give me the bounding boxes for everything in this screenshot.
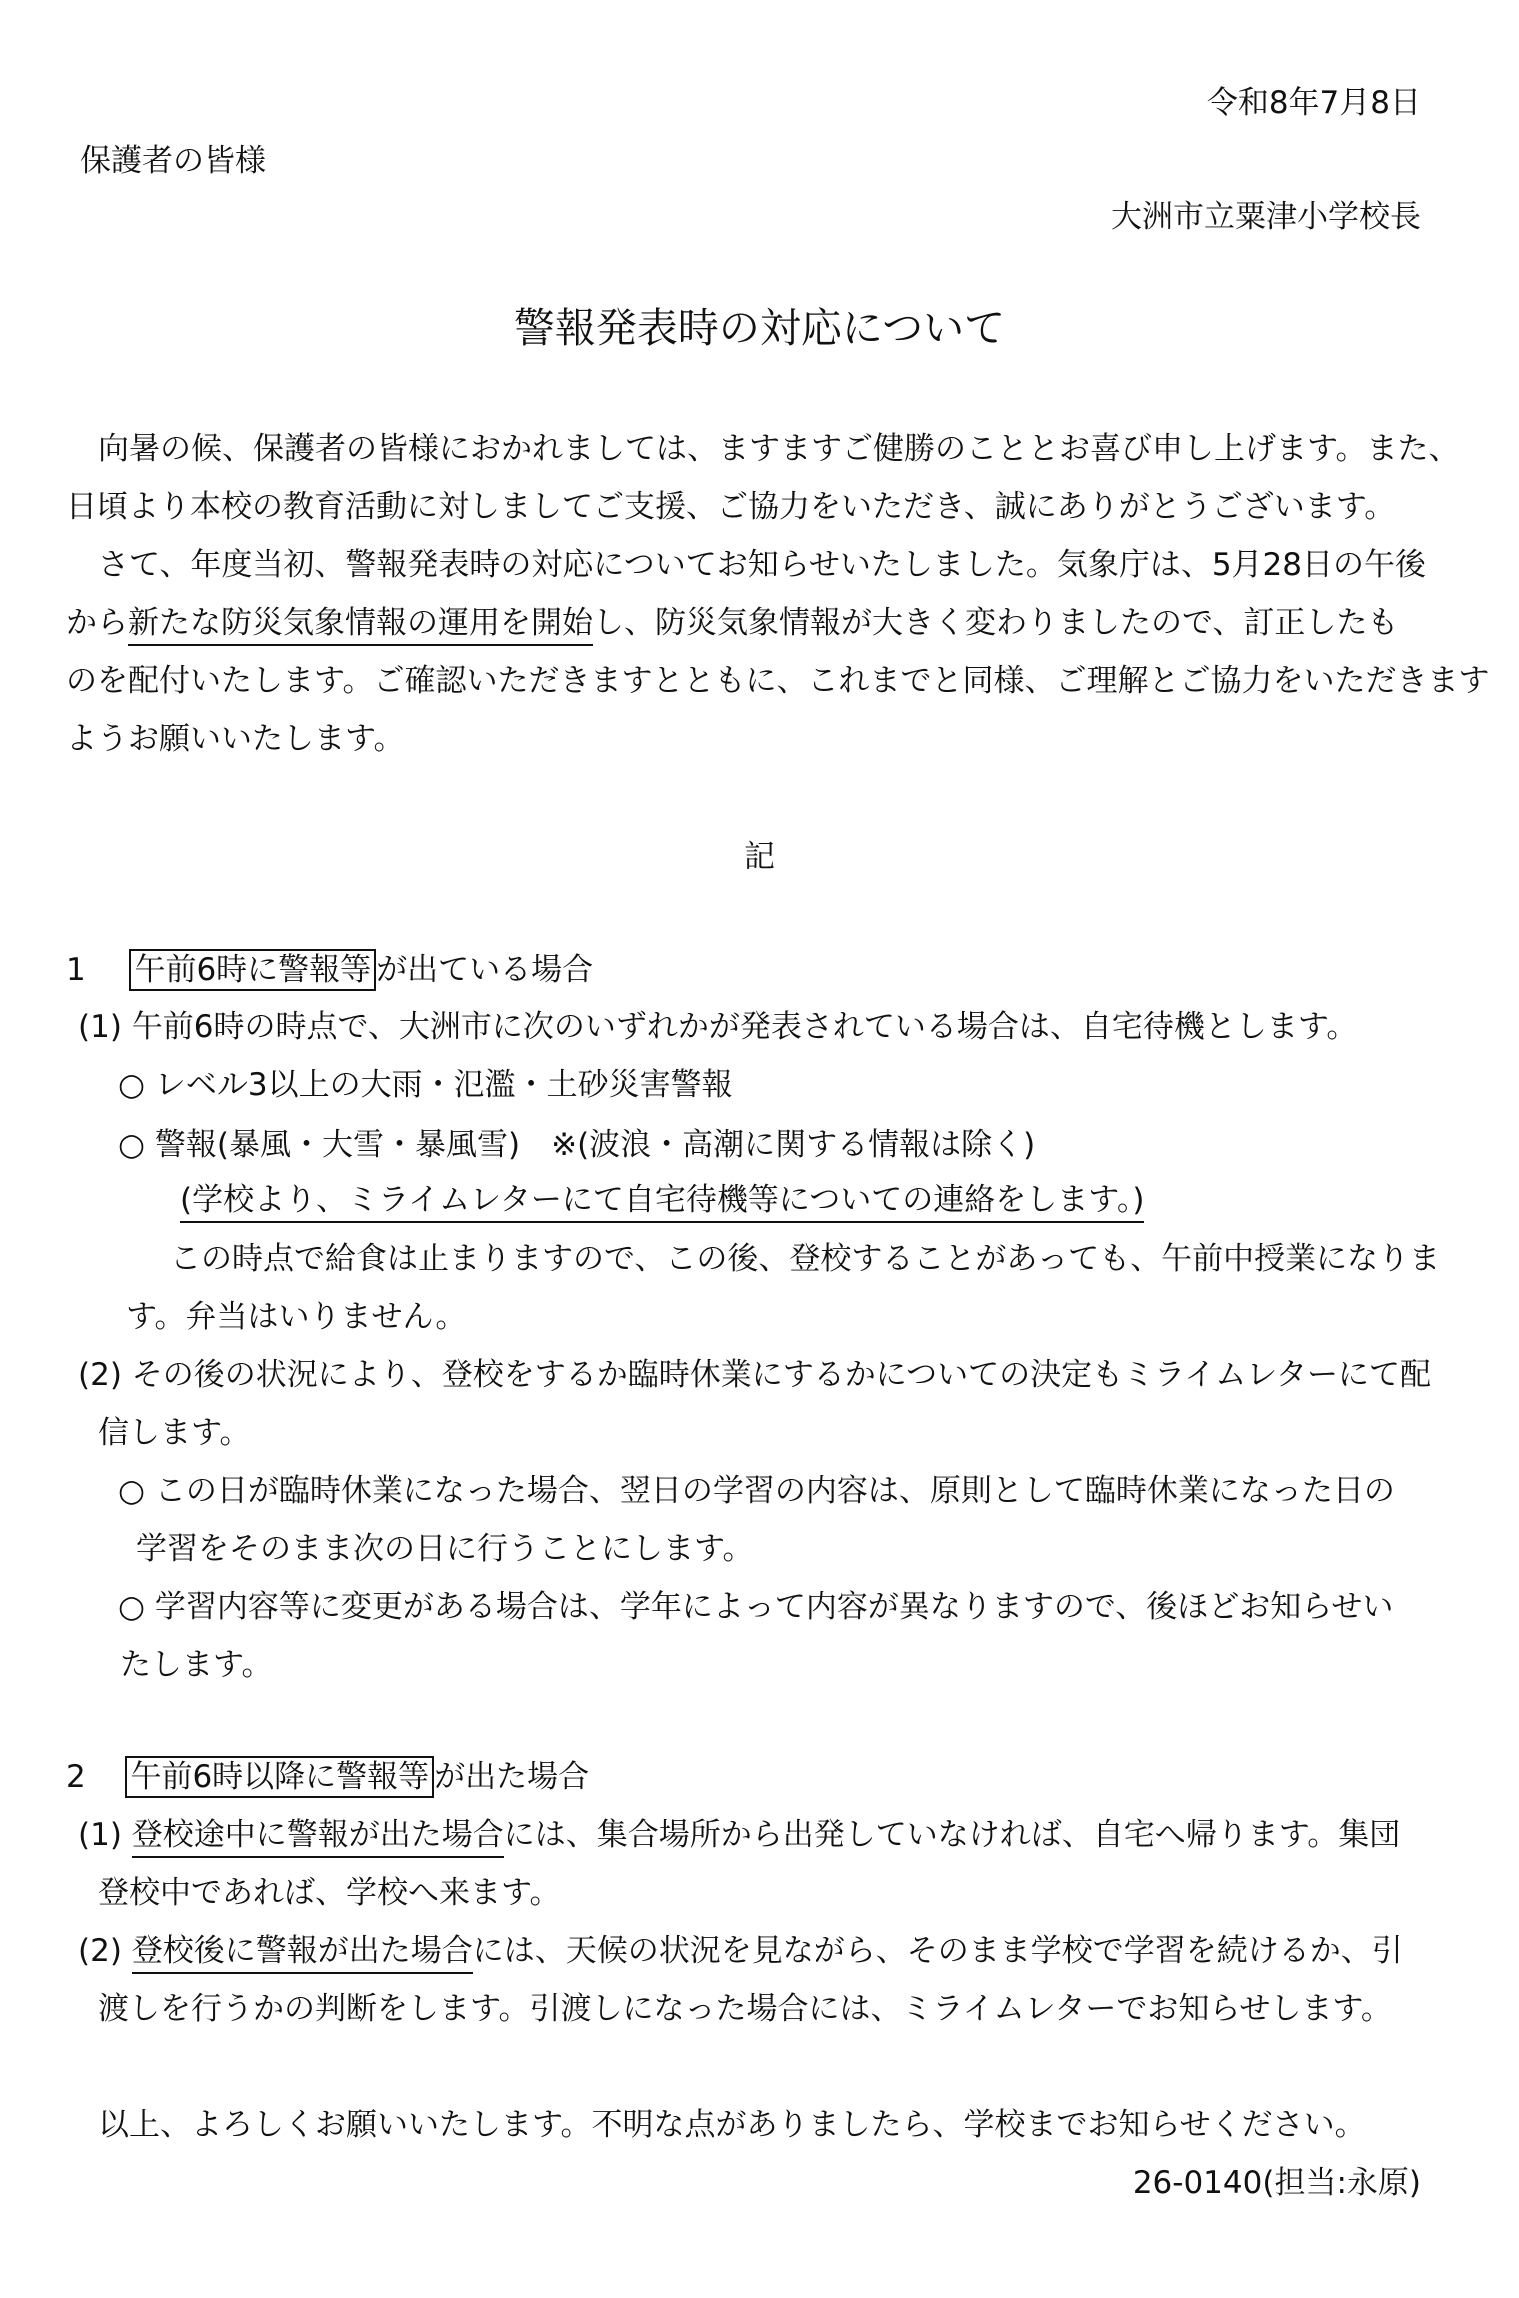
- text-segment: には、天候の状況を見ながら、そのまま学校で学習を続けるか、引: [472, 1933, 1403, 1969]
- text-line: たします。: [120, 1647, 273, 1683]
- boxed-phrase: 午前6時に警報等: [129, 949, 376, 991]
- note-line: [180, 1182, 1145, 1218]
- item-2: (2) その後の状況により、登校をするか臨時休業にするかについての決定もミライムレターにて配: [78, 1357, 1431, 1393]
- boxed-phrase: 午前6時以降に警報等: [125, 1756, 434, 1798]
- underlined-phrase: 登校途中に警報が出た場合: [132, 1817, 504, 1858]
- text-line: のを配付いたします。ご確認いただきますとともに、これまでと同様、ご理解とご協力をいただきます: [66, 663, 1490, 699]
- text-line: 向暑の候、保護者の皆様におかれましては、ますますご健勝のこととお喜び申し上げます。また、: [98, 431, 1460, 467]
- bullet-item: ○ 警報(暴風・大雪・暴風雪) ※(波浪・高潮に関する情報は除く): [118, 1127, 1036, 1163]
- sender: 大洲市立粟津小学校長: [1111, 199, 1421, 235]
- heading-text: が出ている場合: [376, 952, 594, 988]
- item-1: (1) 午前6時の時点で、大洲市に次のいずれかが発表されている場合は、自宅待機とします。: [78, 1009, 1358, 1045]
- item-2: [78, 1933, 1403, 1969]
- text-segment: (2): [78, 1933, 132, 1969]
- text-line: す。弁当はいりません。: [126, 1299, 467, 1335]
- text-segment: から: [66, 605, 128, 641]
- text-line: 渡しを行うかの判断をします。引渡しになった場合には、ミライムレターでお知らせします。: [98, 1991, 1392, 2027]
- section-number: 2: [66, 1759, 86, 1795]
- underlined-phrase: 登校後に警報が出た場合: [132, 1933, 473, 1974]
- item-1: [78, 1817, 1401, 1853]
- contact-info: 26-0140(担当:永原): [1132, 2165, 1421, 2201]
- text-line: 登校中であれば、学校へ来ます。: [98, 1875, 561, 1911]
- section-heading: [66, 1759, 590, 1795]
- text-line: さて、年度当初、警報発表時の対応についてお知らせいたしました。気象庁は、5月28日の午後: [98, 547, 1426, 583]
- section-number: 1: [66, 952, 86, 988]
- text-segment: (1): [78, 1817, 132, 1853]
- text-segment: には、集合場所から出発していなければ、自宅へ帰ります。集団: [503, 1817, 1401, 1853]
- text-line: 学習をそのまま次の日に行うことにします。: [136, 1531, 754, 1567]
- underlined-phrase: (学校より、ミライムレターにて自宅待機等についての連絡をします。): [180, 1182, 1144, 1223]
- text-line: この時点で給食は止まりますので、この後、登校することがあっても、午前中授業になりま: [170, 1241, 1441, 1277]
- text-line: 信します。: [98, 1415, 251, 1451]
- bullet-item: ○ この日が臨時休業になった場合、翌日の学習の内容は、原則として臨時休業になった日の: [118, 1473, 1395, 1509]
- ki-heading: 記: [744, 839, 775, 875]
- text-line: [66, 605, 1399, 641]
- text-segment: し、防災気象情報が大きく変わりましたので、訂正したも: [593, 605, 1399, 641]
- bullet-item: ○ 学習内容等に変更がある場合は、学年によって内容が異なりますので、後ほどお知らせい: [118, 1589, 1394, 1625]
- underlined-phrase: 新たな防災気象情報の運用を開始: [128, 605, 593, 646]
- bullet-item: ○ レベル3以上の大雨・氾濫・土砂災害警報: [118, 1067, 733, 1103]
- page-title: 警報発表時の対応について: [513, 304, 1006, 352]
- heading-text: が出た場合: [434, 1759, 590, 1795]
- addressee: 保護者の皆様: [80, 143, 266, 179]
- section-heading: [66, 952, 594, 988]
- closing-line: 以上、よろしくお願いいたします。不明な点がありましたら、学校までお知らせください。: [98, 2107, 1366, 2143]
- text-line: ようお願いいたします。: [66, 721, 405, 757]
- letter-date: 令和8年7月8日: [1206, 85, 1421, 121]
- text-line: 日頃より本校の教育活動に対しましてご支援、ご協力をいただき、誠にありがとうございます。: [66, 489, 1396, 525]
